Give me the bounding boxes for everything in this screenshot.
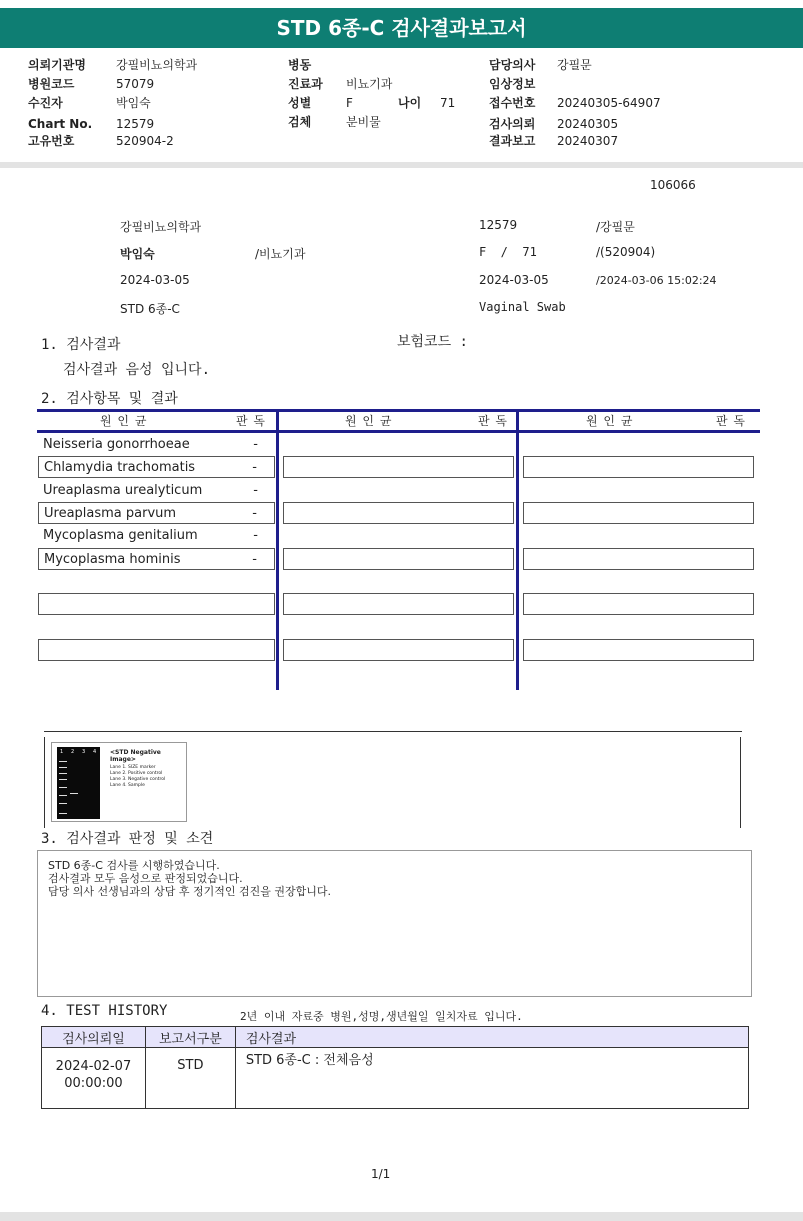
organism-name: Mycoplasma genitalium [43,528,198,543]
table-header-rule [37,430,760,433]
result-summary: 검사결과 음성 입니다. [63,362,211,378]
empty-cell [523,593,754,615]
empty-cell [283,456,514,478]
report-title: STD 6종-C 검사결과보고서 [0,8,803,48]
header-receipt-no [489,94,661,112]
info-receive-date: 2024-03-05 [479,273,549,287]
header-doctor [489,56,592,74]
image-frame-rule [44,731,742,732]
organism-name: Ureaplasma urealyticum [43,483,203,498]
gel-band [59,803,67,804]
header-label: 수진자 [28,96,63,110]
gel-band [59,787,67,788]
organism-name: Ureaplasma parvum [44,506,177,521]
info-chart-no: 12579 [479,218,518,232]
gel-image [51,742,187,822]
organism-result: - [253,483,258,498]
header-label: 검체 [288,115,312,129]
header-label: 병원코드 [28,77,75,91]
gel-lane-legend: Lane 3. Negative control [110,777,166,782]
history-col-result: 검사결과 [235,1027,748,1048]
info-sex-age: F / 71 [479,245,537,259]
header-label: 의뢰기관명 [28,58,86,72]
header-label: 병동 [288,58,312,72]
empty-cell [523,548,754,570]
gel-band [59,779,67,780]
history-table [41,1026,749,1109]
info-request-date: 2024-03-05 [120,273,190,287]
organism-result: - [253,528,258,543]
organism-result: - [252,506,257,521]
header-label: 고유번호 [28,134,75,148]
info-department: /비뇨기과 [255,247,306,261]
col-judgement-header: 판 독 [716,414,746,428]
document-number: 106066 [650,178,696,192]
header-label: 접수번호 [489,96,536,110]
header-label: 결과보고 [489,134,536,148]
history-note: 2년 이내 자료중 병원,성명,생년월일 일치자료 입니다. [240,1010,523,1023]
organism-result: - [252,552,257,567]
info-patient: 박임숙 [120,247,155,261]
table-row [42,1048,749,1109]
header-request-date [489,115,618,133]
empty-cell [283,548,514,570]
table-row [38,525,275,547]
empty-cell [283,593,514,615]
organism-result: - [253,437,258,452]
empty-cell [283,639,514,661]
gel-band [59,813,67,814]
gel-band [59,795,67,796]
header-patient [28,94,151,112]
header-value: 12579 [116,117,155,131]
opinion-box [37,850,752,997]
table-column-divider [276,409,279,690]
empty-cell [523,456,754,478]
info-test-name: STD 6종-C [120,302,180,316]
gel-band [59,761,67,762]
col-organism-header: 원 인 균 [100,414,148,428]
table-row [38,502,275,524]
table-row [38,456,275,478]
header-department [288,75,392,93]
header-value: 57079 [116,77,155,91]
header-value: 20240307 [557,134,619,148]
info-doctor: /강필문 [596,220,635,234]
insurance-code-label: 보험코드 : [397,334,468,350]
history-time: 00:00:00 [64,1076,123,1091]
gel-band [59,773,67,774]
empty-cell [38,639,275,661]
header-ward [288,56,346,74]
header-hospital-name [28,56,197,74]
empty-cell [283,502,514,524]
header-label: 임상정보 [489,77,536,91]
opinion-line: 담당 의사 선생님과의 상담 후 정기적인 검진을 권장합니다. [48,885,331,898]
header-age [398,94,455,112]
header-value: 강필문 [557,58,592,72]
info-report-datetime: /2024-03-06 15:02:24 [596,274,717,287]
table-row [38,480,275,502]
section4-heading: 4. TEST HISTORY [41,1003,168,1019]
gel-lanes [57,747,100,819]
header-label: 담당의사 [489,58,536,72]
header-label: 나이 [398,96,422,110]
empty-cell [38,593,275,615]
history-type: STD [177,1058,204,1073]
opinion-line: STD 6종-C 검사를 시행하였습니다. [48,859,220,872]
lane-number: 2 [71,749,75,755]
gel-band [70,793,78,794]
section2-heading: 2. 검사항목 및 결과 [41,391,178,407]
gel-lane-legend: Lane 4. Sample [110,783,145,788]
header-value: 강필비뇨의학과 [116,58,198,72]
organism-name: Mycoplasma hominis [44,552,181,567]
opinion-line: 검사결과 모두 음성으로 판정되었습니다. [48,872,243,885]
history-date: 2024-02-07 [55,1059,132,1074]
organism-result: - [252,460,257,475]
header-value: 71 [440,96,456,110]
history-date-cell [42,1048,146,1109]
header-label: 성별 [288,96,312,110]
header-value: 분비물 [346,115,381,129]
header-value: 20240305 [557,117,619,131]
header-label: Chart No. [28,117,93,131]
empty-cell [523,639,754,661]
gel-lane-legend: Lane 1. SIZE marker [110,765,156,770]
col-judgement-header: 판 독 [236,414,266,428]
section3-heading: 3. 검사결과 판정 및 소견 [41,831,214,847]
header-report-date [489,132,618,150]
header-hospital-code [28,75,154,93]
table-row [38,434,275,456]
header-sex [288,94,353,112]
header-chart-no [28,115,154,133]
organism-name: Chlamydia trachomatis [44,460,196,475]
history-result-cell [235,1048,748,1109]
info-id-code: /(520904) [596,245,656,259]
table-column-divider [516,409,519,690]
empty-cell [523,502,754,524]
gel-band [59,767,67,768]
header-value: 20240305-64907 [557,96,661,110]
col-organism-header: 원 인 균 [586,414,634,428]
history-header-row [42,1027,749,1048]
header-value: 520904-2 [116,134,174,148]
lane-number: 1 [60,749,64,755]
history-type-cell [145,1048,235,1109]
col-organism-header: 원 인 균 [345,414,393,428]
info-specimen: Vaginal Swab [479,300,566,314]
organism-name: Neisseria gonorrhoeae [43,437,190,452]
header-specimen [288,113,381,131]
footer-divider [0,1212,803,1221]
table-row [38,548,275,570]
info-hospital: 강필비뇨의학과 [120,220,202,234]
header-label: 진료과 [288,77,323,91]
lane-number: 3 [82,749,86,755]
history-result: STD 6종-C : 전체음성 [245,1053,374,1068]
section1-heading: 1. 검사결과 [41,337,121,353]
header-value: F [346,96,353,110]
col-judgement-header: 판 독 [478,414,508,428]
header-divider [0,162,803,168]
lane-number: 4 [93,749,97,755]
gel-lane-legend: Lane 2. Positive control [110,771,163,776]
gel-image-title: <STD Negative Image> [110,749,161,763]
page-number: 1/1 [371,1167,391,1181]
history-col-type: 보고서구분 [145,1027,235,1048]
header-label: 검사의뢰 [489,117,536,131]
header-unique-no [28,132,174,150]
header-value: 박임숙 [116,96,151,110]
header-clinical-info [489,75,557,93]
history-col-date: 검사의뢰일 [42,1027,146,1048]
header-value: 비뇨기과 [346,77,393,91]
